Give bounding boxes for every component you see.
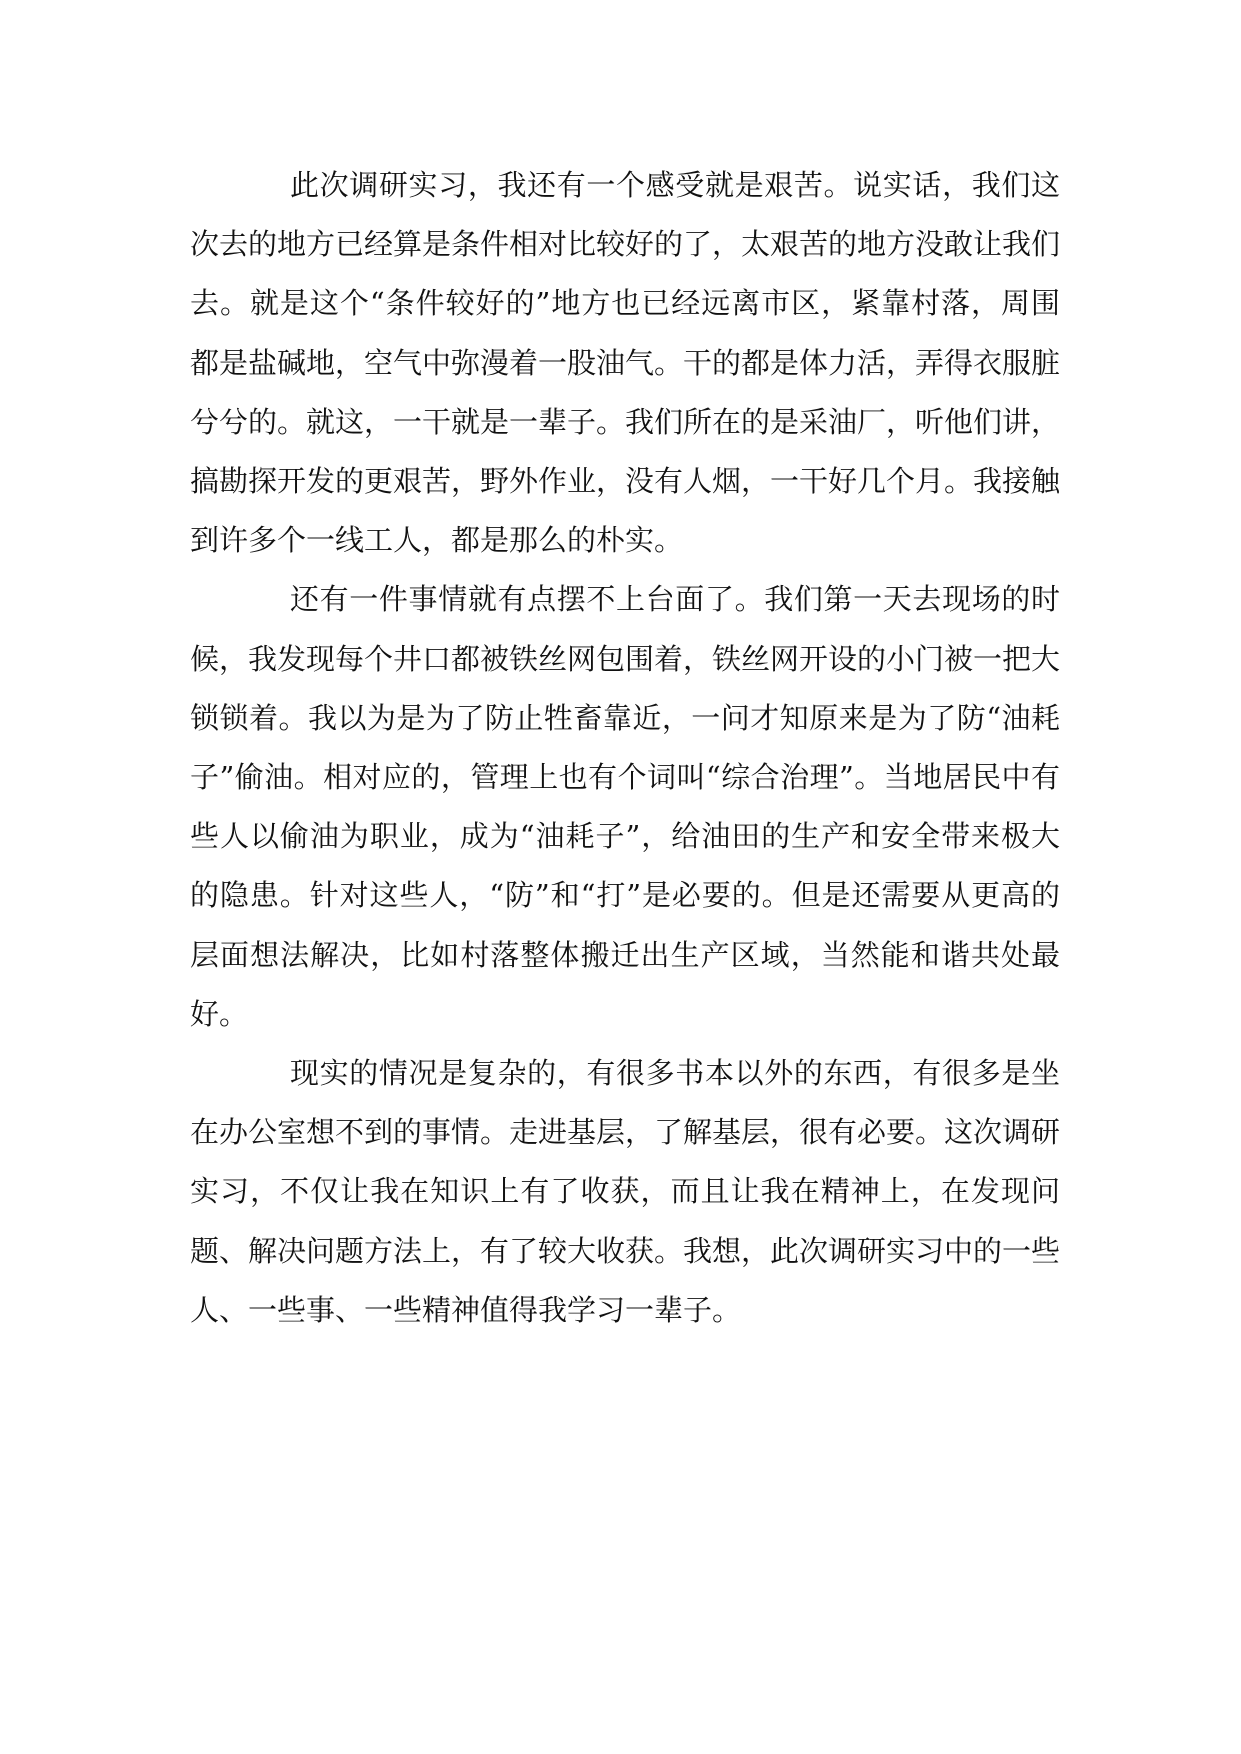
document-body [190,156,1060,1340]
paragraph-conclusion: 现实的情况是复杂的，有很多书本以外的东西，有很多是坐在办公室想不到的事情。走进基层，了解基层，很有必要。这次调研实习，不仅让我在知识上有了收获，而且让我在精神上，在发现问题、解决问题方法上，有了较大收获。我想，此次调研实习中的一些人、一些事、一些精神值得我学习一辈子。 [190,1056,1061,1327]
paragraph-oil-theft: 还有一件事情就有点摆不上台面了。我们第一天去现场的时候，我发现每个井口都被铁丝网包围着，铁丝网开设的小门被一把大锁锁着。我以为是为了防止牲畜靠近，一问才知原来是为了防“油耗子”偷油。相对应的，管理上也有个词叫“综合治理”。当地居民中有些人以偷油为职业，成为“油耗子”，给油田的生产和安全带来极大的隐患。针对这些人，“防”和“打”是必要的。但是还需要从更高的层面想法解决，比如村落整体搬迁出生产区域，当然能和谐共处最好。 [190,582,1061,1031]
paragraph-hardship: 此次调研实习，我还有一个感受就是艰苦。说实话，我们这次去的地方已经算是条件相对比较好的了，太艰苦的地方没敢让我们去。就是这个“条件较好的”地方也已经远离市区，紧靠村落，周围都是盐碱地，空气中弥漫着一股油气。干的都是体力活，弄得衣服脏兮兮的。就这，一干就是一辈子。我们所在的是采油厂，听他们讲，搞勘探开发的更艰苦，野外作业，没有人烟，一干好几个月。我接触到许多个一线工人，都是那么的朴实。 [190,168,1061,558]
